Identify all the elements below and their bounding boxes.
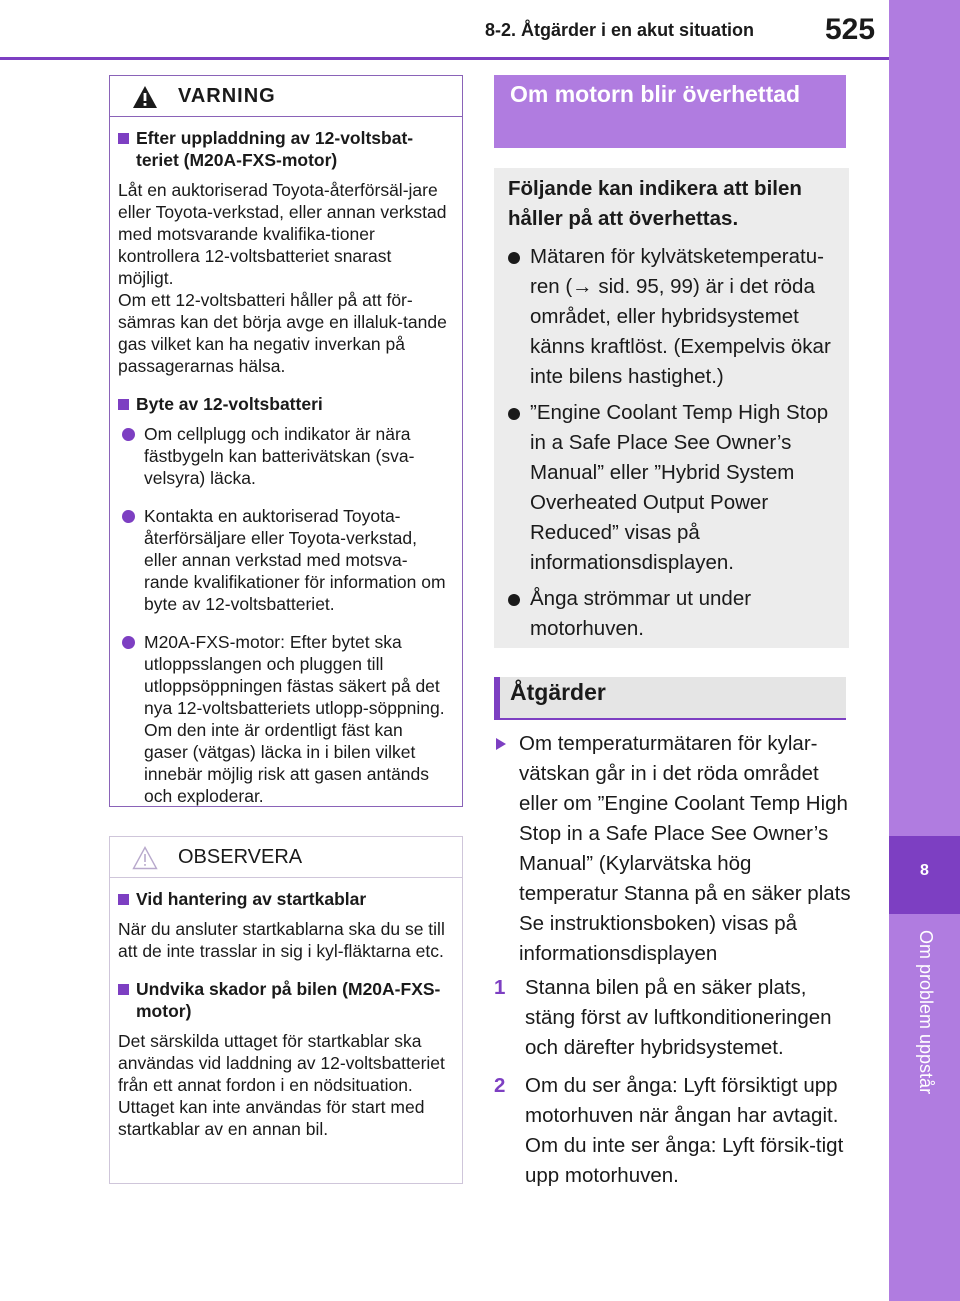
notice-subheading: Vid hantering av startkablar <box>118 888 448 910</box>
warning-header <box>110 76 462 117</box>
actions-body <box>494 729 854 1191</box>
step-number: 2 <box>494 1074 506 1097</box>
square-bullet-icon <box>118 984 129 995</box>
symptom-item: ”Engine Coolant Temp High Stop in a Safe Place See Owner’s Manual” eller ”Hybrid System Overheated Output Power Reduced” visas på informationsdisplayen. <box>508 398 833 578</box>
symptoms-box <box>494 168 849 648</box>
square-bullet-icon <box>118 399 129 410</box>
section-title: 8-2. Åtgärder i en akut situation <box>485 20 755 40</box>
triangle-arrow-icon <box>496 738 506 750</box>
warning-subheading: Efter uppladdning av 12-voltsbat-teriet (M20A-FXS-motor) <box>118 127 448 171</box>
notice-title: OBSERVERA <box>178 846 303 868</box>
caution-outline-icon <box>132 846 158 870</box>
warning-title: VARNING <box>178 85 276 107</box>
notice-subheading: Undvika skador på bilen (M20A-FXS-motor) <box>118 978 448 1022</box>
square-bullet-icon <box>118 894 129 905</box>
step-item: 2 Om du ser ånga: Lyft försiktigt upp motorhuven när ångan har avtagit. Om du inte ser ånga: Lyft försik-tigt upp motorhuven. <box>494 1071 854 1191</box>
warning-bullet: Om cellplugg och indikator är nära fästbygeln kan batterivätskan (sva-velsyra) läcka. <box>118 423 448 489</box>
page-number: 525 <box>825 13 876 46</box>
symptom-item: Mätaren för kylvätsketemperatu-ren (→ sid. 95, 99) är i det röda området, eller hybridsystemet känns kraftlöst. (Exempelvis ökar inte bilens hastighet.) <box>508 242 833 392</box>
warning-paragraph: Om ett 12-voltsbatteri håller på att för-sämras kan det börja avge en illaluk-tande gas vilket kan ha negativ inverkan på passagerarnas hälsa. <box>118 290 447 376</box>
symptoms-lead: Följande kan indikera att bilen håller på att överhettas. <box>508 177 802 230</box>
symptom-item: Ånga strömmar ut under motorhuven. <box>508 584 833 644</box>
warning-subheading: Byte av 12-voltsbatteri <box>118 393 448 415</box>
step-item: 1 Stanna bilen på en säker plats, stäng först av luftkonditioneringen och därefter hybridsystemet. <box>494 973 854 1063</box>
notice-paragraph: Det särskilda uttaget för startkablar ska användas vid laddning av 12-voltsbatteriet från ett annat fordon i en nödsituation. Uttaget kan inte användas för start med startkablar av en annan bil. <box>118 1031 445 1139</box>
warning-bullet: M20A-FXS-motor: Efter bytet ska utloppsslangen och pluggen till utloppsöppningen fästas säkert på det nya 12-voltsbatteriets utlopp-söppning. Om den inte är ordentligt fäst kan gaser (vätgas) läcka in i bilen vilket innebär möjlig risk att gasen antänds och exploderar. <box>118 631 448 807</box>
warning-triangle-icon <box>132 85 158 109</box>
chapter-title: Om problem uppstår <box>916 930 936 1095</box>
square-bullet-icon <box>118 133 129 144</box>
bullet-dot-icon <box>508 252 520 264</box>
notice-paragraph: När du ansluter startkablarna ska du se till att de inte trasslar in sig i kyl-fläktarna etc. <box>118 919 445 961</box>
chapter-number: 8 <box>920 862 929 879</box>
circle-bullet-icon <box>122 636 135 649</box>
warning-bullet: Kontakta en auktoriserad Toyota-återförsäljare eller Toyota-verkstad, eller annan verkstad med motsva-rande kvalifikationer för information om byte av 12-voltsbatteriet. <box>118 505 448 615</box>
notice-box <box>109 836 463 1184</box>
actions-heading: Åtgärder <box>494 677 846 720</box>
circle-bullet-icon <box>122 510 135 523</box>
warning-box <box>109 75 463 807</box>
bullet-dot-icon <box>508 594 520 606</box>
warning-paragraph: Låt en auktoriserad Toyota-återförsäl-jare eller Toyota-verkstad, eller annan verkstad med motsvarande kvalifika-tioner kontrollera 12-voltsbatteriet snarast möjligt. <box>118 180 447 288</box>
header-divider <box>0 57 889 60</box>
bullet-dot-icon <box>508 408 520 420</box>
condition-item: Om temperaturmätaren för kylar-vätskan går in i det röda området eller om ”Engine Coolant Temp High Stop in a Safe Place See Owner’s Manual” (Kylarvätska hög temperatur Stanna på en säker plats Se instruktionsboken) visas på informationsdisplayen <box>494 729 854 969</box>
overheat-heading: Om motorn blir överhettad <box>494 75 846 148</box>
notice-header <box>110 837 462 878</box>
circle-bullet-icon <box>122 428 135 441</box>
step-number: 1 <box>494 976 506 999</box>
